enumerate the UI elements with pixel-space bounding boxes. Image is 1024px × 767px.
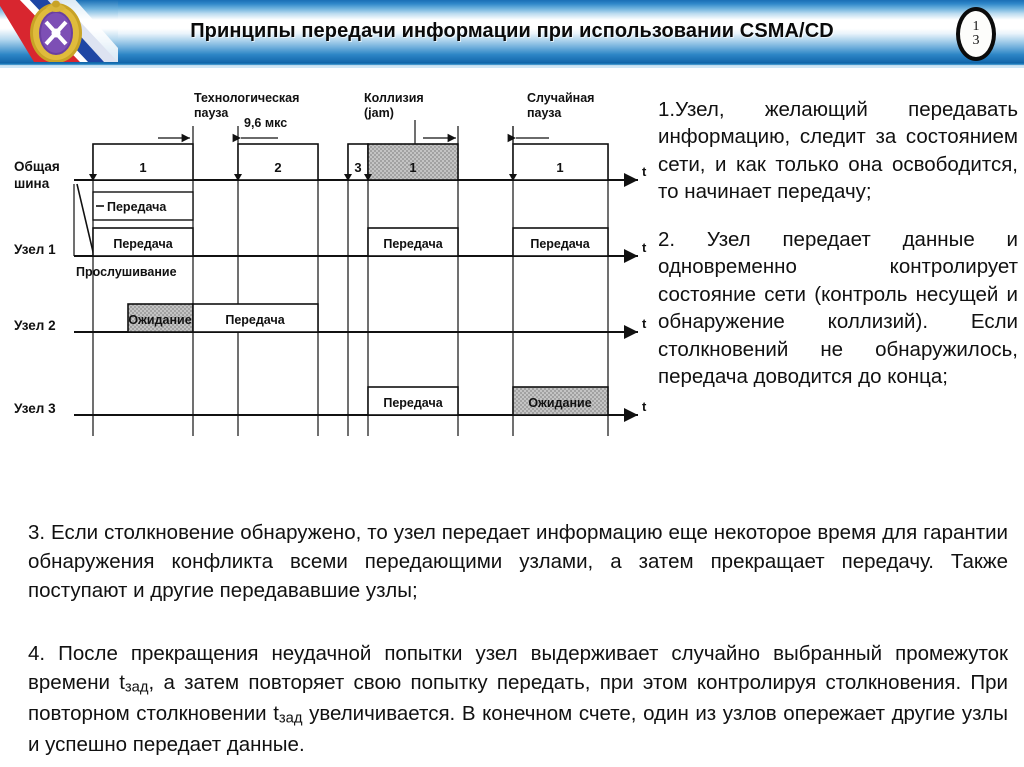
bullet-item-4 <box>28 639 1008 758</box>
tech-pause-label-line2: пауза <box>194 106 229 120</box>
transmit-callout-group <box>93 192 193 220</box>
bullet-item-4-part1: 4. После прекращения неудачной попытки узел выдерживает случайно выбранный промежуток времени t <box>28 642 1008 695</box>
bullet-item-4-part2: , а затем повторяет свою попытку передать, при этом контролируя столкновения. При повторном столкновении t <box>28 671 1008 726</box>
bus-block-1-label: 1 <box>139 160 147 175</box>
propagation-line <box>77 184 94 256</box>
node1-label: Узел 1 <box>14 242 56 257</box>
bullet-item-3: 3. Если столкновение обнаружено, то узел передает информацию еще некоторое время для гарантии обнаружения конфликта всеми передающими узлами, а затем прекращает передачу. Также поступают и другие передававшие узлы; <box>28 521 1008 603</box>
slide-number-bottom: 3 <box>972 33 980 48</box>
bus-block-3-label: 3 <box>354 160 362 175</box>
bullet-item-1: 1.Узел, желающий передавать информацию, следит за состоянием сети, и как только она освободится, то начинает передачу; <box>658 98 1018 204</box>
collision-label-line1: Коллизия <box>364 91 424 105</box>
row-labels <box>14 159 60 416</box>
bullet-item-4-sub1: зад <box>124 680 149 697</box>
node3-axis-label: t <box>642 399 647 414</box>
random-pause-label-line1: Случайная <box>527 91 595 105</box>
bus-label-line2: шина <box>14 176 50 191</box>
node3-block-transmit-label: Передача <box>383 396 443 410</box>
right-text-column <box>658 96 1018 391</box>
slide-header <box>0 0 1024 62</box>
bullet-item-4-part3: увеличивается. В конечном счете, один из узлов опережает другие узлы и успешно передает данные. <box>28 702 1008 756</box>
node2-row <box>74 304 647 332</box>
bus-row <box>74 144 647 181</box>
node3-label: Узел 3 <box>14 401 56 416</box>
page-title: Принципы передачи информации при использовании CSMA/CD <box>190 19 834 42</box>
bullet-item-2: 2. Узел передает данные и одновременно контролирует состояние сети (контроль несущей и обнаружение коллизий). Если столкновений не обнаружилось, передача доводится до конца; <box>658 227 1018 389</box>
bus-block-jam-label: 1 <box>409 160 417 175</box>
timing-diagram-svg <box>8 84 656 436</box>
bullet-item-4-sub2: зад <box>278 710 303 727</box>
bottom-text-column <box>28 518 1008 759</box>
bus-block-2-label: 2 <box>274 160 282 175</box>
slide-number-top: 1 <box>972 19 980 34</box>
node1-row <box>74 184 647 279</box>
node3-block-wait-label: Ожидание <box>528 396 592 410</box>
bus-block-5-label: 1 <box>556 160 564 175</box>
tech-pause-value: 9,6 мкс <box>244 116 288 130</box>
node3-row <box>74 387 647 415</box>
slide-number-badge <box>956 7 996 61</box>
random-pause-label-line2: пауза <box>527 106 562 120</box>
node2-block-transmit-label: Передача <box>225 313 285 327</box>
node1-axis-label: t <box>642 240 647 255</box>
node2-axis-label: t <box>642 316 647 331</box>
csma-cd-timing-diagram <box>8 84 656 436</box>
tech-pause-label-line1: Технологическая <box>194 91 300 105</box>
node1-block-2-label: Передача <box>383 237 443 251</box>
bus-label-line1: Общая <box>14 159 60 174</box>
header-divider-secondary <box>0 66 1024 68</box>
diagram-annotations <box>194 91 594 130</box>
node2-label: Узел 2 <box>14 318 56 333</box>
collision-label-line2: (jam) <box>364 106 394 120</box>
listening-label: Прослушивание <box>76 265 177 279</box>
transmit-callout-label: Передача <box>107 200 167 214</box>
node2-block-wait-label: Ожидание <box>128 313 192 327</box>
node1-block-1-label: Передача <box>113 237 173 251</box>
bus-axis-label: t <box>642 164 647 179</box>
node1-block-3-label: Передача <box>530 237 590 251</box>
